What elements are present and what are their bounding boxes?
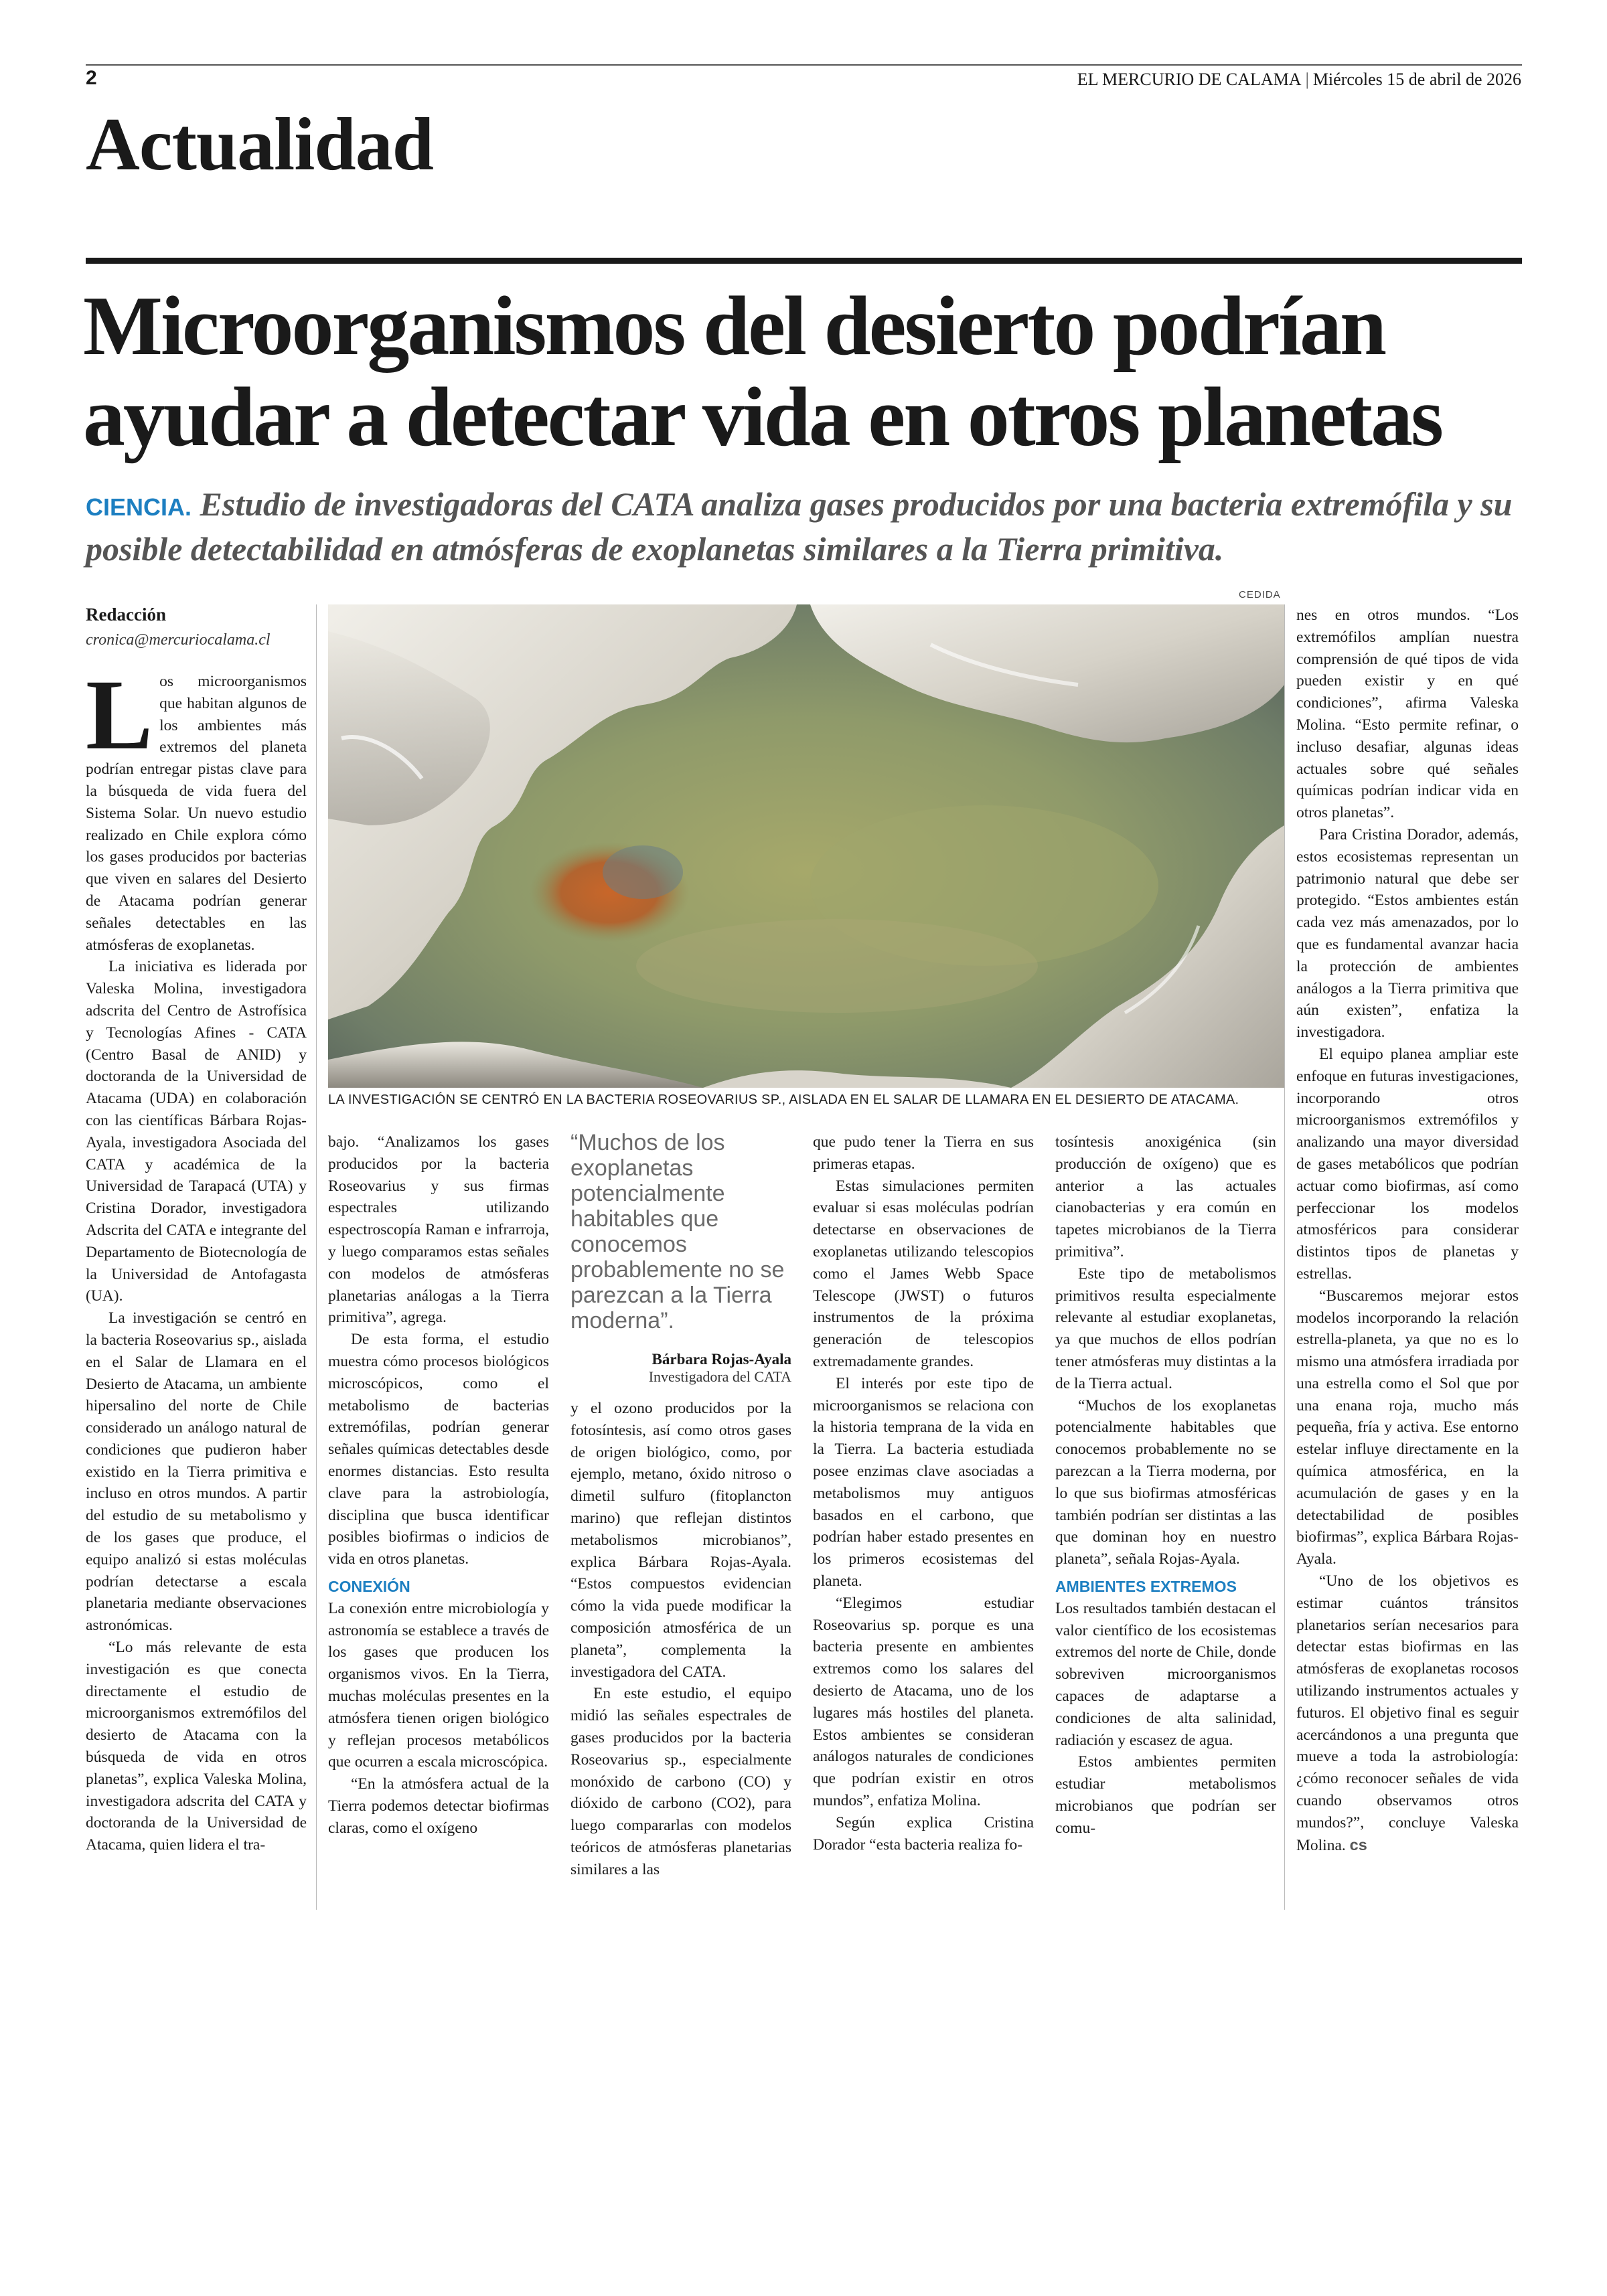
publication-separator: | [1305,70,1309,89]
paragraph-text: “Uno de los objetivos es estimar cuántos tránsitos planetarios serían necesarios para detectar estas biofirmas en las atmósferas de exoplanetas rocosos utilizando instrumentos actuales y futuros. El objetivo final es seguir acercándonos a una pregunta que mueve a toda la astrobiología: ¿cómo reconocer señales de vida cuando observamos otros mundos?”, concluye Valeska Molina. [1296,1572,1519,1854]
paragraph: Según explica Cristina Dorador “esta bacteria realiza fo- [813,1813,1034,1854]
paragraph: El interés por este tipo de microorganismos se relaciona con la historia temprana de la vida en la Tierra. La bacteria estudiada posee enzimas clave asociadas a metabolismos muy antiguos basados en el carbono, que podrían haber estado presentes en los primeros ecosistemas del planeta. [813,1374,1034,1590]
page-number: 2 [86,67,97,89]
column-1 [86,671,307,1916]
photo-credit: CEDIDA [1239,589,1281,600]
paragraph [86,671,307,956]
column-rule-2 [1284,604,1285,1910]
column-4 [813,1131,1034,1921]
paragraph: La investigación se centró en la bacteria Roseovarius sp., aislada en el Salar de Llamara en el Desierto de Atacama, un ambiente hipersalino del norte de Chile considerado un análogo natural de condiciones que pudieron haber existido en la Tierra primitiva e incluso en otros mundos. A partir del estudio de su metabolismo y de los gases que produce, el equipo analizó si estas moléculas podrían detectarse a escala planetaria mediante observaciones astronómicas. [86,1309,307,1635]
subhead-conexion: CONEXIÓN [328,1577,410,1595]
article-deck [86,483,1525,570]
paragraph: La conexión entre microbiología y astronomía se establece a través de los gases que producen los organismos vivos. En la Tierra, muchas moléculas presentes en la atmósfera tienen origen biológico y reflejan procesos metabólicos que ocurren a escala microscópica. [328,1599,549,1771]
headline-rule [86,258,1522,264]
pull-quote-author: Bárbara Rojas-Ayala [652,1351,791,1368]
paragraph: “Lo más relevante de esta investigación es que conecta directamente el estudio de microorganismos extremófilos del desierto de Atacama con la búsqueda de vida en otros planetas”, explica Valeska Molina, investigadora adscrita del CATA y doctoranda de la Universidad de Atacama, quien lidera el tra- [86,1639,307,1854]
photo-caption: LA INVESTIGACIÓN SE CENTRÓ EN LA BACTERIA ROSEOVARIUS SP., AISLADA EN EL SALAR DE LLAMARA EN EL DESIERTO DE ATACAMA. [328,1092,1239,1107]
section-title: Actualidad [86,103,433,186]
column-6 [1296,604,1519,1916]
drop-cap: L [86,671,153,770]
pull-quote-text: “Muchos de los exoplanetas potencialmente habitables que conocemos probablemente no se parezcan a la Tierra moderna”. [570,1130,785,1333]
paragraph: En este estudio, el equipo midió las señales espectrales de gases producidos por la bacteria Roseovarius sp., especialmente monóxido de carbono (CO) y dióxido de carbono (CO2), para luego compararlas con modelos teóricos de atmósferas planetarias similares a las [570,1685,791,1878]
publication-date: Miércoles 15 de abril de 2026 [1312,70,1521,89]
pull-quote-role: Investigadora del CATA [648,1368,791,1385]
publication-name: EL MERCURIO DE CALAMA [1077,70,1302,89]
paragraph: y el ozono producidos por la fotosíntesis, así como otros gases de origen biológico, como, por ejemplo, metano, óxido nitroso o dimetil sulfuro (fitoplancton marino) que reflejan distintos metabolismos microbianos”, explica Bárbara Rojas-Ayala. “Estos compuestos evidencian cómo la vida puede modificar la composición atmosférica de un planeta”, complementa la investigadora del CATA. [570,1400,791,1681]
column-2 [328,1131,549,1921]
column-3 [570,1398,791,1921]
paragraph: El equipo planea ampliar este enfoque en futuras investigaciones, incorporando otros microorganismos extremófilos y analizando una mayor diversidad de gases metabólicos que podrían actuar como biofirmas, así como perfeccionar los modelos atmosféricos para considerar distintos tipos de planetas y estrellas. [1296,1045,1519,1283]
byline-email: cronica@mercuriocalama.cl [86,631,271,649]
end-mark-icon: cs [1349,1835,1367,1854]
paragraph: que pudo tener la Tierra en sus primeras etapas. [813,1133,1034,1173]
top-rule [86,64,1522,66]
paragraph: bajo. “Analizamos los gases producidos por la bacteria Roseovarius y sus firmas espectrales utilizando espectroscopía Raman e infrarroja, y luego comparamos estas señales con modelos de atmósferas planetarias análogas a la Tierra primitiva”, agrega. [328,1133,549,1327]
paragraph: Este tipo de metabolismos primitivos resulta especialmente relevante al estudiar exoplanetas, ya que muchos de ellos podrían tener atmósferas muy distintas a la de la Tierra actual. [1055,1264,1276,1392]
paragraph: “En la atmósfera actual de la Tierra podemos detectar biofirmas claras, como el oxígeno [328,1775,549,1837]
paragraph: nes en otros mundos. “Los extremófilos amplían nuestra comprensión de qué tipos de vida pueden existir y en qué condiciones”, afirma Valeska Molina. “Esto permite refinar, o incluso desafiar, algunas ideas actuales sobre qué señales químicas podrían indicar vida en otros planetas”. [1296,606,1519,822]
paragraph: “Buscaremos mejorar estos modelos incorporando la relación estrella-planeta, ya que no es lo mismo una atmósfera irradiada por una estrella como el Sol que por una enana roja, mucho más pequeña, fría y activa. Ese entorno estelar influye directamente en la química atmosférica, en la acumulación de gases y en la detectabilidad de posibles biofirmas”, explica Bárbara Rojas-Ayala. [1296,1287,1519,1568]
paragraph: tosíntesis anoxigénica (sin producción de oxígeno) que es anterior a las actuales cianobacterias y era común en tapetes microbianos de la Tierra primitiva”. [1055,1133,1276,1260]
paragraph: Los resultados también destacan el valor científico de los ecosistemas extremos del norte de Chile, donde sobreviven microorganismos capaces de adaptarse a condiciones de alta salinidad, radiación y escasez de agua. [1055,1599,1276,1749]
paragraph: “Elegimos estudiar Roseovarius sp. porque es una bacteria presente en ambientes extremos como los salares del desierto de Atacama, uno de los lugares más hostiles del planeta. Estos ambientes se consideran análogos naturales de condiciones que podrían existir en otros mundos”, enfatiza Molina. [813,1594,1034,1809]
deck-kicker: CIENCIA. [86,493,192,521]
paragraph: De esta forma, el estudio muestra cómo procesos biológicos microscópicos, como el metabolismo de bacterias extremófilas, podrían generar señales químicas detectables desde enormes distancias. Esto resulta clave para la astrobiología, disciplina que busca identificar posibles biofirmas o indicios de vida en otros planetas. [328,1331,549,1568]
paragraph [1296,1570,1519,1856]
article-photo [328,604,1284,1088]
paragraph: Para Cristina Dorador, además, estos ecosistemas representan un patrimonio natural que debe ser protegido. “Estos ambientes están cada vez más amenazados, por lo que es fundamental avanzar hacia la protección de ambientes análogos a la Tierra primitiva que aún existen”, enfatiza la investigadora. [1296,825,1519,1042]
subhead-ambientes-extremos: AMBIENTES EXTREMOS [1055,1577,1237,1595]
article-headline: Microorganismos del desierto podrían ayudar a detectar vida en otros planetas [83,280,1442,464]
column-rule-1 [316,604,317,1910]
paragraph: “Muchos de los exoplanetas potencialmente habitables que conocemos probablemente no se parezcan a la Tierra moderna, por lo que sus biofirmas atmosféricas también podrían ser distintas a las que dominan hoy en nuestro planeta”, señala Rojas-Ayala. [1055,1396,1276,1568]
publication-line [1077,70,1521,90]
paragraph: Estos ambientes permiten estudiar metabolismos microbianos que podrían ser comu- [1055,1753,1276,1837]
paragraph: Estas simulaciones permiten evaluar si esas moléculas podrían detectarse en observaciones de exoplanetas utilizando telescopios como el James Webb Space Telescope (JWST) o futuros instrumentos de la próxima generación de telescopios extremadamente grandes. [813,1177,1034,1370]
pull-quote [570,1130,791,1386]
deck-text: Estudio de investigadoras del CATA analiza gases producidos por una bacteria extremófila y su posible detectabilidad en atmósferas de exoplanetas similares a la Tierra primitiva. [86,485,1513,568]
column-5 [1055,1131,1276,1921]
paragraph: La iniciativa es liderada por Valeska Molina, investigadora adscrita del Centro de Astrofísica y Tecnologías Afines - CATA (Centro Basal de ANID) y doctoranda de la Universidad de Atacama (UDA) en colaboración con las científicas Bárbara Rojas-Ayala, investigadora Asociada del CATA y académica de la Universidad de Tarapacá (UTA) y Cristina Dorador, investigadora Adscrita del CATA e integrante del Departamento de Biotecnología de la Universidad de Antofagasta (UA). [86,958,307,1305]
paragraph-text: os microorganismos que habitan algunos de los ambientes más extremos del planeta podrían entregar pistas clave para la búsqueda de vida fuera del Sistema Solar. Un nuevo estudio realizado en Chile explora cómo los gases producidos por bacterias que viven en salares del Desierto de Atacama podrían generar señales detectables en las atmósferas de exoplanetas. [86,673,307,954]
byline: Redacción [86,604,166,625]
